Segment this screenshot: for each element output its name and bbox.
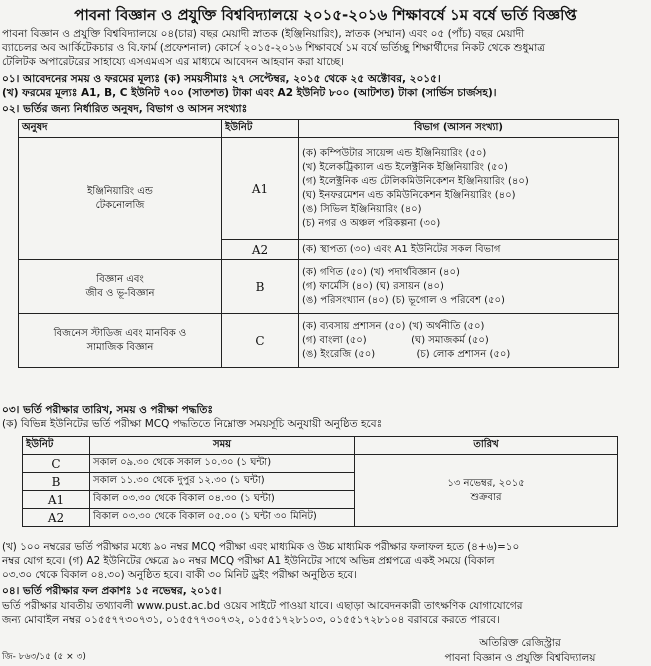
faculty-table bbox=[18, 119, 619, 368]
signature-title: অতিরিক্ত রেজিস্ট্রার bbox=[479, 637, 561, 649]
intro-line-3: টেলিটক অপারেটরের সাহায্যে এসএমএস এর মাধ্যমে আবেদন আহবান করা যাচ্ছে। bbox=[2, 56, 344, 68]
header-unit: ইউনিট bbox=[222, 120, 299, 138]
unit-a2: A2 bbox=[222, 240, 299, 260]
header-date: তারিখ bbox=[355, 437, 618, 455]
schedule-time: বিকাল ০৩.৩০ থেকে বিকাল ০৪.৩০ (১ ঘন্টা) bbox=[90, 491, 355, 509]
section4-result: ০৪। ভর্তি পরীক্ষার ফল প্রকাশঃ ১৫ নভেম্বর, ২০১৫। bbox=[2, 585, 222, 597]
unit-b: B bbox=[222, 260, 299, 314]
schedule-time: সকাল ০৯.৩০ থেকে সকাল ১০.৩০ (১ ঘন্টা) bbox=[90, 455, 355, 473]
faculty-science: বিজ্ঞান এবং জীব ও ভূ-বিজ্ঞান bbox=[19, 260, 222, 314]
header-faculty: অনুষদ bbox=[19, 120, 222, 138]
section4-info-1: ভর্তি পরীক্ষার যাবতীয় তথ্যাবলী www.pust.ac.bd ওয়েব সাইটে পাওয়া যাবে। এছাড়া আবেদনকারী তাৎক্ষণিক যোগাযোগের bbox=[2, 600, 523, 612]
intro-line-2: ব্যাচেলর অব আর্কিটেকচার ও বি.ফার্ম (প্রফেশনাল) কোর্সে ২০১৫-২০১৬ শিক্ষাবর্ষে ১ম বর্ষে ভর্তিচ্ছু শিক্ষার্থীদের নিকট থেকে শুধুমাত্র bbox=[2, 42, 546, 54]
section3-sub: (ক) বিভিন্ন ইউনিটের ভর্তি পরীক্ষা MCQ পদ্ধতিতে নিম্নোক্ত সময়সূচি অনুযায়ী অনুষ্ঠিত হবেঃ bbox=[2, 418, 383, 430]
intro-line-1: পাবনা বিজ্ঞান ও প্রযুক্তি বিশ্ববিদ্যালয়ে ০৪(চার) বছর মেয়াদী স্নাতক (ইঞ্জিনিয়ারিং), স্নাতক (সম্মান) এবং ০৫ (পাঁচ) বছর মেয়াদী bbox=[2, 28, 525, 40]
schedule-unit: C bbox=[23, 455, 90, 473]
schedule-header bbox=[23, 437, 618, 455]
exam-schedule-table bbox=[22, 436, 618, 527]
schedule-unit: A1 bbox=[23, 491, 90, 509]
header-unit: ইউনিট bbox=[23, 437, 90, 455]
schedule-unit: A2 bbox=[23, 509, 90, 527]
section1-line2: (খ) ফরমের মূল্যঃ A1, B, C ইউনিট ৭০০ (সাতশত) টাকা এবং A2 ইউনিট ৮০০ (আটশত) টাকা (সার্ভিস চার্জসহ)। bbox=[2, 87, 497, 99]
notice-title: পাবনা বিজ্ঞান ও প্রযুক্তি বিশ্ববিদ্যালয়ে ২০১৫-২০১৬ শিক্ষাবর্ষে ১ম বর্ষে ভর্তি বিজ্ঞপ্তি bbox=[74, 6, 577, 24]
table-row bbox=[19, 314, 619, 368]
table-row bbox=[23, 455, 618, 473]
section3-note-3: ০৩.৩০ থেকে বিকাল ০৪.৩০) অনুষ্ঠিত হবে। বাকী ৩০ মিনিট ড্রইং পরীক্ষা অনুষ্ঠিত হবে। bbox=[2, 569, 357, 581]
section1-line1: ০১। আবেদনের সময় ও ফরমের মূল্যঃ (ক) সময়সীমাঃ ২৭ সেপ্টেম্বর, ২০১৫ থেকে ২৫ অক্টোবর, ২০১৫। bbox=[2, 73, 441, 85]
section2-heading: ০২। ভর্তির জন্য নির্ধারিত অনুষদ, বিভাগ ও আসন সংখ্যাঃ bbox=[2, 103, 248, 115]
unit-a1: A1 bbox=[222, 138, 299, 240]
section3-note-2: নম্বর যোগ হবে। (গ) A2 ইউনিটের ক্ষেত্রে ৯০ নম্বর MCQ পরীক্ষা A1 ইউনিটের সাথে অভিন্ন প্রশ্নপত্রে একই সময়ে (বিকাল bbox=[2, 555, 495, 567]
signature-org: পাবনা বিজ্ঞান ও প্রযুক্তি বিশ্ববিদ্যালয় bbox=[444, 652, 596, 664]
section4-info-2: জন্য মোবাইল নম্বর ০১৫৫৭৭৩০৭৩১, ০১৫৫৭৭৩০৭৩২, ০১৫৫১৭২৮১০৩, ০১৫৫১৭২৮১০৪ বরাবরে করতে পারবে। bbox=[2, 614, 500, 626]
faculty-table-header bbox=[19, 120, 619, 138]
section3-note-1: (খ) ১০০ নম্বরের ভর্তি পরীক্ষার মধ্যে ৯০ নম্বর MCQ পরীক্ষা এবং মাধ্যমিক ও উচ্চ মাধ্যমিক পরীক্ষার ফলাফল হতে (৪+৬)=১০ bbox=[2, 541, 520, 553]
table-row bbox=[19, 260, 619, 314]
exam-date: ১৩ নভেম্বর, ২০১৫ শুক্রবার bbox=[355, 455, 618, 527]
header-dept: বিভাগ (আসন সংখ্যা) bbox=[299, 120, 619, 138]
faculty-engineering: ইঞ্জিনিয়ারিং এন্ড টেকনোলজি bbox=[19, 138, 222, 260]
unit-c: C bbox=[222, 314, 299, 368]
section3-heading: ০৩। ভর্তি পরীক্ষার তারিখ, সময় ও পরীক্ষা পদ্ধতিঃ bbox=[2, 404, 213, 416]
footer-code: জি- ৮৬৩/১৫ (৫ × ৩) bbox=[2, 652, 86, 662]
dept-list-b: (ক) গণিত (৫০) (খ) পদার্থবিজ্ঞান (৪০) (গ) ফার্মেসি (৪০) (ঘ) রসায়ন (৪০) (ঙ) পরিসংখ্যান (৪০) (চ) ভূগোল ও পরিবেশ (৫০) bbox=[299, 260, 619, 314]
dept-list-a1: (ক) কম্পিউটার সায়েন্স এন্ড ইঞ্জিনিয়ারিং (৫০) (খ) ইলেকট্রিক্যাল এন্ড ইলেক্ট্রনিক ইঞ্জিনিয়ারিং (৫০) (গ) ইলেক্ট্রনিক এন্ড টেলিকমিউনিকেশন ইঞ্জিনিয়ারিং (৪০) (ঘ) ইনফরমেশন এন্ড কমিউনিকেশন ইঞ্জিনিয়ারিং (৪০) (ঙ) সিভিল ইঞ্জিনিয়ারিং (৪০) (চ) নগর ও অঞ্চল পরিকল্পনা (৩০) bbox=[299, 138, 619, 240]
faculty-business: বিজনেস স্টাডিজ এবং মানবিক ও সামাজিক বিজ্ঞান bbox=[19, 314, 222, 368]
dept-list-c: (ক) ব্যবসায় প্রশাসন (৫০) (খ) অর্থনীতি (৫০) (গ) বাংলা (৫০) (ঘ) সমাজকর্ম (৫০) (ঙ) ইংরেজি (৫০) (চ) লোক প্রশাসন (৫০) bbox=[299, 314, 619, 368]
dept-list-a2: (ক) স্থাপত্য (৩০) এবং A1 ইউনিটের সকল বিভাগ bbox=[299, 240, 619, 260]
table-row bbox=[19, 138, 619, 240]
schedule-time: সকাল ১১.৩০ থেকে দুপুর ১২.৩০ (১ ঘন্টা) bbox=[90, 473, 355, 491]
schedule-time: বিকাল ০৩.৩০ থেকে বিকাল ০৫.০০ (১ ঘন্টা ৩০ মিনিট) bbox=[90, 509, 355, 527]
schedule-unit: B bbox=[23, 473, 90, 491]
header-time: সময় bbox=[90, 437, 355, 455]
